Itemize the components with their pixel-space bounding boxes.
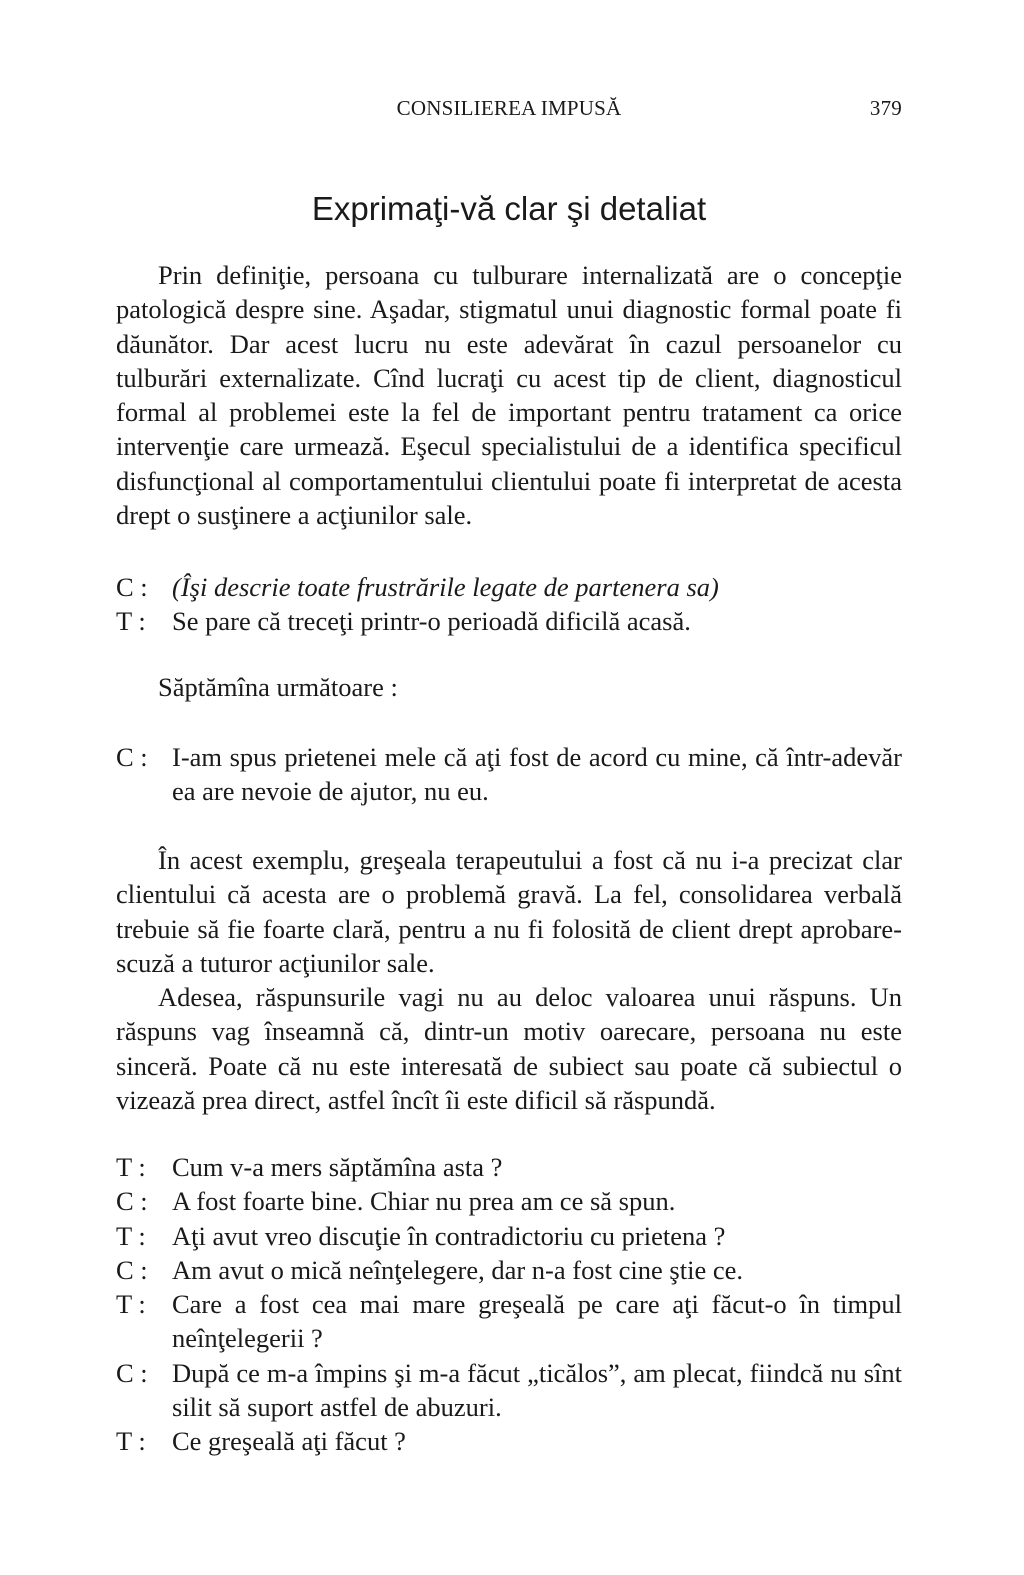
speaker-label: T : [116, 1289, 146, 1320]
dialogue-line [116, 740, 902, 809]
speaker-label: C : [116, 1357, 148, 1388]
utterance-text: Cum v-a mers săptămîna asta ? [172, 1152, 503, 1182]
speaker-label: T : [116, 1426, 146, 1457]
dialogue-list [116, 570, 902, 639]
intro-paragraph-block [116, 258, 902, 532]
paragraph: Adesea, răspunsurile vagi nu au deloc valoarea unui răspuns. Un răspuns vag înseamnă că, dintr-un motiv oarecare, persoana nu este sinceră. Poate că nu este interesată de subiect sau poate că subiectul o vizează prea direct, astfel încît îi este dificil să răspundă. [116, 982, 902, 1116]
utterance-text: Am avut o mică neînţelegere, dar n-a fost cine ştie ce. [172, 1254, 743, 1285]
section-title: Exprimaţi-vă clar şi detaliat [311, 190, 707, 227]
dialogue-block-1 [116, 570, 902, 639]
dialogue-block-2 [116, 740, 902, 809]
speaker-label: C : [116, 742, 148, 772]
speaker-label: C : [116, 1186, 148, 1217]
utterance-text: I-am spus prietenei mele că aţi fost de acord cu mine, că într-adevăr ea are nevoie de ajutor, nu eu. [172, 742, 902, 807]
dialogue-list [116, 740, 902, 809]
dialogue-list [116, 1150, 902, 1459]
next-week-note [116, 670, 902, 704]
dialogue-line [116, 1287, 902, 1356]
dialogue-line [116, 1424, 902, 1458]
utterance-text: A fost foarte bine. Chiar nu prea am ce să spun. [172, 1186, 676, 1217]
utterance-text: După ce m-a împins şi m-a făcut „ticălos”, am plecat, fiindcă nu sînt silit să suport astfel de abuzuri. [172, 1357, 902, 1423]
speaker-label: C : [116, 1254, 148, 1285]
dialogue-line [116, 1219, 902, 1253]
dialogue-line [116, 1253, 902, 1287]
paragraph: În acest exemplu, greşeala terapeutului a fost că nu i-a precizat clar clientului că acesta are o problemă gravă. La fel, consolidarea verbală trebuie să fie foarte clară, pentru a nu fi folosită de client drept aprobare-scuză a tuturor acţiunilor sale. [116, 845, 902, 978]
running-header [116, 96, 902, 126]
dialogue-block-3 [116, 1150, 902, 1459]
speaker-label: T : [116, 606, 146, 637]
next-week-label: Săptămîna următoare : [158, 672, 398, 702]
dialogue-line [116, 570, 902, 604]
paragraph: Prin definiţie, persoana cu tulburare internalizată are o concepţie patologică despre sine. Aşadar, stigmatul unui diagnostic formal poate fi dăunător. Dar acest lucru nu este adevărat în cazul persoanelor cu tulburări externalizate. Cînd lucraţi cu acest tip de client, diagnosticul formal al problemei este la fel de important pentru tratament ca orice intervenţie care urmează. Eşecul specialistului de a identifica specificul disfuncţional al comportamentului clientului poate fi interpretat de acesta drept o susţinere a acţiunilor sale. [116, 260, 902, 531]
dialogue-line [116, 1356, 902, 1425]
utterance-text: Care a fost cea mai mare greşeală pe care aţi făcut-o în timpul neînţelegerii ? [172, 1289, 902, 1354]
page-number: 379 [869, 96, 902, 120]
utterance-text: Se pare că treceţi printr-o perioadă dificilă acasă. [172, 606, 691, 637]
speaker-label: C : [116, 572, 148, 602]
utterance-text: (Îşi descrie toate frustrările legate de partenera sa) [172, 572, 719, 602]
dialogue-line [116, 604, 902, 638]
utterance-text: Ce greşeală aţi făcut ? [172, 1426, 406, 1457]
analysis-paragraph-block [116, 843, 902, 1117]
dialogue-line [116, 1150, 902, 1184]
speaker-label: T : [116, 1152, 146, 1182]
dialogue-line [116, 1184, 902, 1218]
speaker-label: T : [116, 1220, 146, 1251]
utterance-text: Aţi avut vreo discuţie în contradictoriu cu prietena ? [172, 1220, 726, 1251]
running-title: CONSILIEREA IMPUSĂ [396, 96, 622, 120]
